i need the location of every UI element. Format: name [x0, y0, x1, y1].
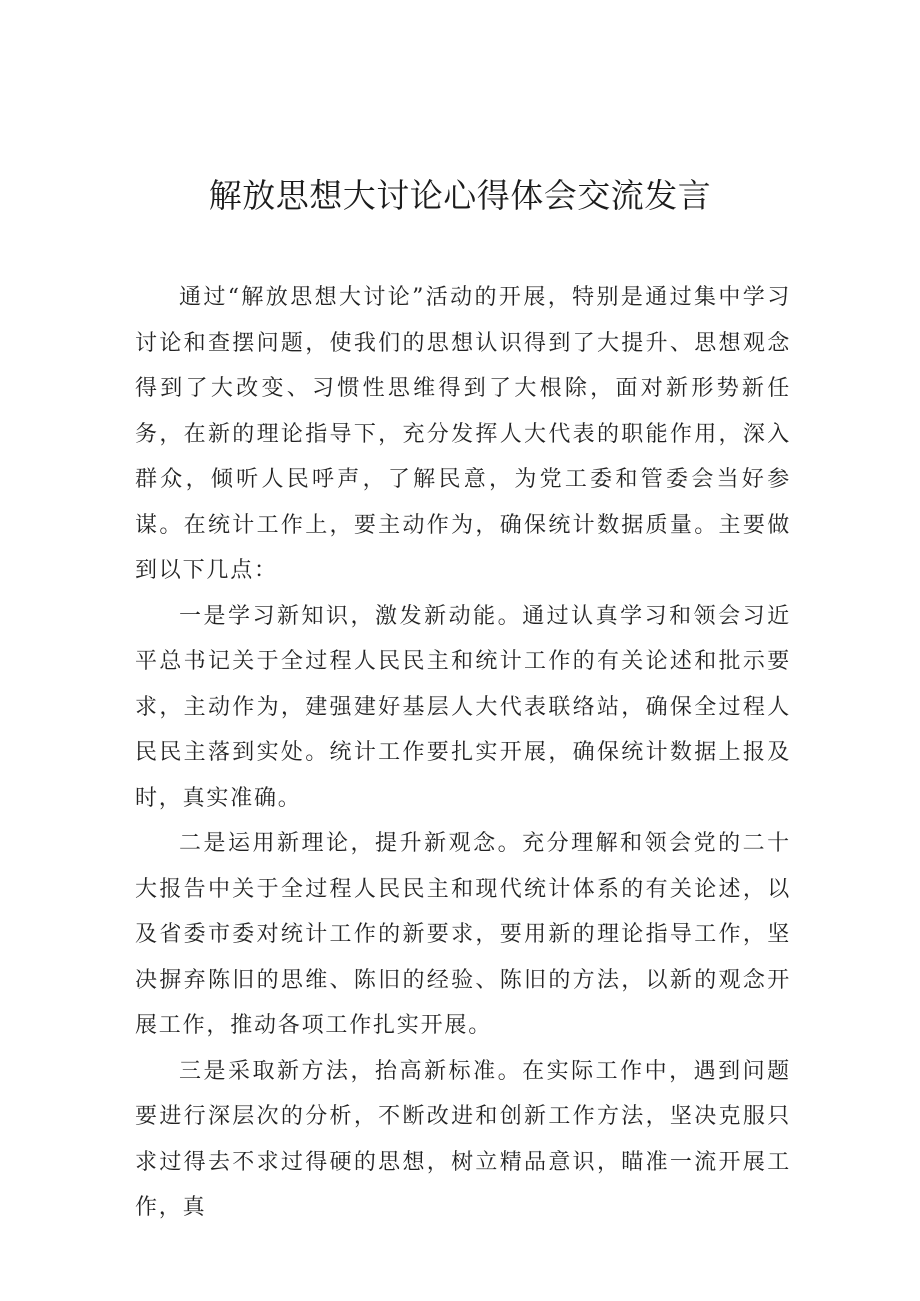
paragraph-intro: 通过“解放思想大讨论”活动的开展，特别是通过集中学习讨论和查摆问题，使我们的思想认识得到了大提升、思想观念得到了大改变、习惯性思维得到了大根除，面对新形势新任务，在新的理论指导下，充分发挥人大代表的职能作用，深入群众，倾听人民呼声，了解民意，为党工委和管委会当好参谋。在统计工作上，要主动作为，确保统计数据质量。主要做到以下几点： [135, 285, 791, 583]
paragraph-point-one: 一是学习新知识，激发新动能。通过认真学习和领会习近平总书记关于全过程人民民主和统计工作的有关论述和批示要求，主动作为，建强建好基层人大代表联络站，确保全过程人民民主落到实处。统计工作要扎实开展，确保统计数据上报及时，真实准确。 [135, 603, 791, 811]
paragraph-point-two: 二是运用新理论，提升新观念。充分理解和领会党的二十大报告中关于全过程人民民主和现代统计体系的有关论述，以及省委市委对统计工作的新要求，要用新的理论指导工作，坚决摒弃陈旧的思维、陈旧的经验、陈旧的方法，以新的观念开展工作，推动各项工作扎实开展。 [135, 831, 791, 1038]
document-title: 解放思想大讨论心得体会交流发言 [208, 176, 712, 215]
document-body [135, 275, 791, 1231]
paragraph-point-three: 三是采取新方法，抬高新标准。在实际工作中，遇到问题要进行深层次的分析，不断改进和创新工作方法，坚决克服只求过得去不求过得硬的思想，树立精品意识，瞄准一流开展工作，真 [135, 1058, 791, 1220]
